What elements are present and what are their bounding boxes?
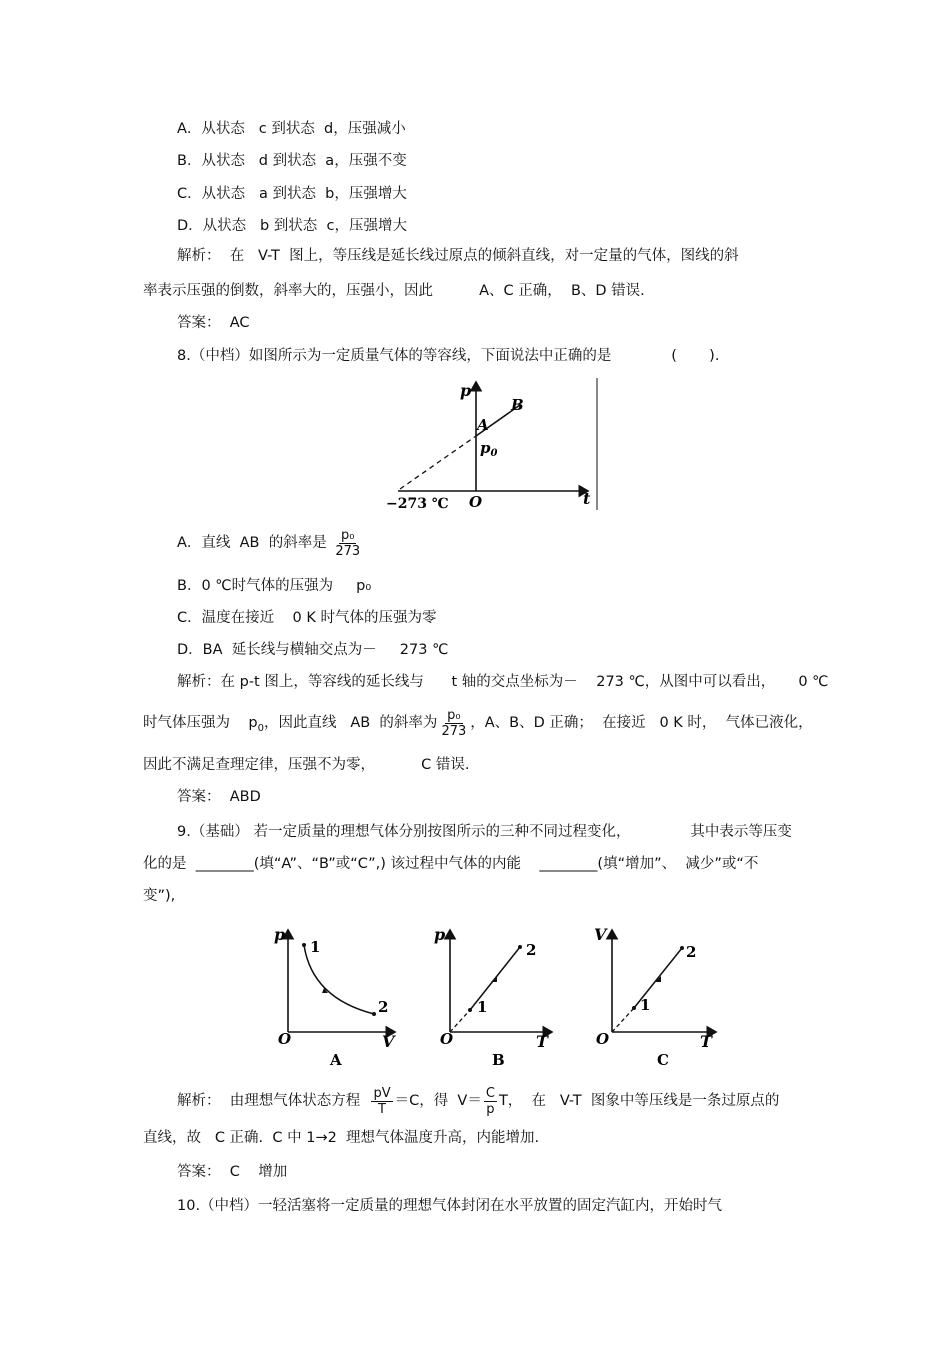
graph-b [434, 925, 552, 1069]
q8-analysis-line1: 解析：在 p-t 图上，等容线的延长线与 t 轴的交点坐标为－ 273 ℃，从图中可以看出， 0 ℃ [177, 674, 829, 690]
q8-answer: 答案： ABD [177, 789, 261, 805]
graph-a [274, 925, 396, 1069]
svg-text:O: O [440, 1030, 454, 1048]
q7-answer: 答案： AC [177, 315, 250, 331]
q8-analysis-fraction: $\frac{\text{p₀}}{273}$ [441, 707, 467, 739]
q7-option-b: B．从状态 d 到状态 a，压强不变 [177, 153, 407, 169]
q8-isochore-figure [380, 372, 605, 514]
graph-c-caption: C [657, 1051, 669, 1069]
svg-text:2: 2 [378, 998, 389, 1016]
svg-text:T: T [536, 1032, 548, 1051]
t-axis-label: t [583, 489, 591, 508]
point-b-label: B [511, 396, 524, 414]
q8-analysis-line3: 因此不满足查理定律，压强不为零， C 错误. [143, 757, 470, 773]
svg-text:O: O [278, 1030, 292, 1048]
graph-a-caption: A [330, 1051, 342, 1069]
q9-answer: 答案： C 增加 [177, 1164, 288, 1180]
isochore-dashed-extension [400, 436, 476, 489]
p-axis-label: p [460, 381, 472, 400]
p0-label: $p_0$ [480, 439, 498, 459]
q8-option-d: D．BA 延长线与横轴交点为－ 273 ℃ [177, 642, 449, 658]
svg-text:1: 1 [310, 938, 321, 956]
svg-text:O: O [596, 1030, 610, 1048]
svg-text:p: p [274, 925, 286, 944]
q9-process-graphs [270, 920, 730, 1070]
svg-text:2: 2 [526, 941, 537, 959]
q9-analysis-line2: 直线，故 C 正确. C 中 1→2 理想气体温度升高，内能增加. [143, 1130, 540, 1146]
q9-analysis-line1: 解析： 由理想气体状态方程 $\frac{pV}{T}$ ＝C，得 V＝ $\frac{C}{p}$ T， 在 V-T 图象中等压线是一条过原点的 [177, 1085, 780, 1117]
svg-text:T: T [700, 1032, 712, 1051]
q7-analysis-line1: 解析： 在 V-T 图上，等压线是延长线过原点的倾斜直线，对一定量的气体，图线的斜 [177, 248, 739, 264]
origin-label: O [469, 493, 483, 511]
q9-stem-line3: 变”), [143, 888, 176, 904]
q8-option-a: A．直线 AB 的斜率是 $\frac{\text{p₀}}{273}$ [177, 527, 361, 559]
svg-text:2: 2 [686, 943, 697, 961]
svg-text:p: p [434, 925, 446, 944]
graph-b-caption: B [492, 1051, 505, 1069]
svg-text:V: V [382, 1032, 395, 1051]
q7-analysis-line2: 率表示压强的倒数，斜率大的，压强小，因此 A、C 正确， B、D 错误. [143, 283, 645, 299]
graph-c [594, 925, 716, 1069]
q8-slope-fraction: $\frac{\text{p₀}}{273}$ [335, 527, 361, 559]
q10-stem: 10.（中档）一轻活塞将一定质量的理想气体封闭在水平放置的固定汽缸内，开始时气 [177, 1198, 723, 1214]
q8-analysis-line2: 时气体压强为 $p_0$，因此直线 AB 的斜率为 $\frac{\text{p₀}}{273}$ ，A、B、D 正确； 在接近 0 K 时， 气体已液化， [143, 707, 813, 739]
point-a-label: A [477, 416, 489, 434]
q8-option-c: C．温度在接近 0 K 时气体的压强为零 [177, 610, 437, 626]
svg-text:1: 1 [640, 996, 651, 1014]
svg-text:1: 1 [477, 998, 488, 1016]
q7-option-a: A．从状态 c 到状态 d，压强减小 [177, 121, 406, 137]
q8-stem: 8.（中档）如图所示为一定质量气体的等容线，下面说法中正确的是 ( ). [177, 348, 720, 364]
svg-text:V: V [594, 925, 607, 944]
q7-option-c: C．从状态 a 到状态 b，压强增大 [177, 186, 407, 202]
intercept-label: −273 ℃ [386, 496, 449, 512]
q9-stem-line1: 9.（基础） 若一定质量的理想气体分别按图所示的三种不同过程变化， 其中表示等压变 [177, 824, 792, 840]
q7-option-d: D．从状态 b 到状态 c，压强增大 [177, 218, 407, 234]
q8-option-b: B．0 ℃时气体的压强为 p₀ [177, 578, 372, 594]
q9-stem-line2: 化的是 ________(填“A”、“B”或“C”,) 该过程中气体的内能 ________(填“增加”、 减少”或“不 [143, 856, 759, 872]
